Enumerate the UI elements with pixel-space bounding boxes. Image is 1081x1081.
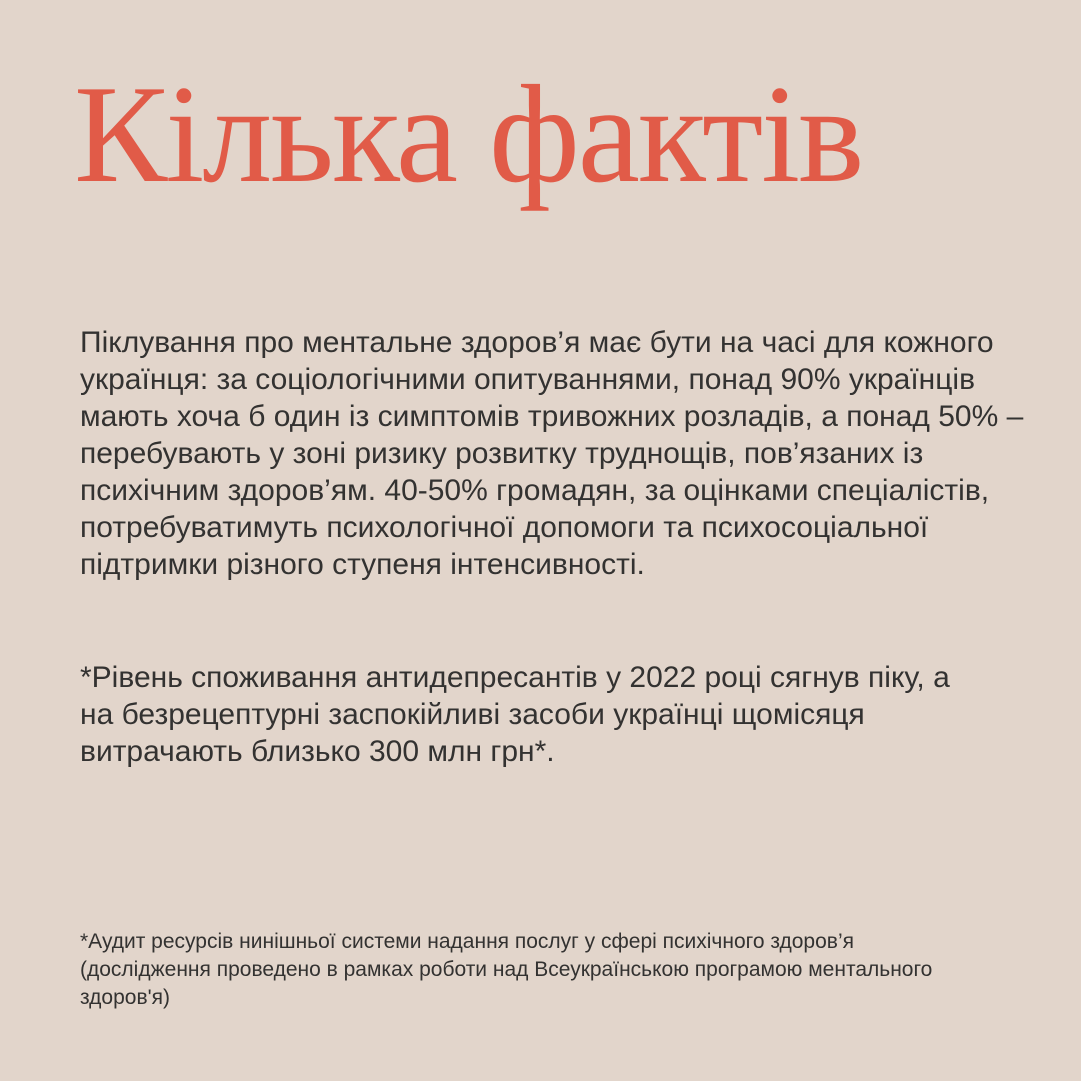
- page-title: Кілька фактів: [74, 57, 863, 212]
- statistics-paragraph: *Рівень споживання антидепресантів у 2022 році сягнув піку, а на безрецептурні заспокійливі засоби українці щомісяця витрачають близько 300 млн грн*.: [80, 661, 950, 768]
- main-paragraph: Піклування про ментальне здоров’я має бути на часі для кожного українця: за соціологічними опитуваннями, понад 90% українців мають хоча б один із симптомів тривожних розладів, а понад 50% – перебувають у зоні ризику розвитку труднощів, пов’язаних із психічним здоров’ям. 40-50% громадян, за оцінками спеціалістів, потребуватимуть психологічної допомоги та психосоціальної підтримки різного ступеня інтенсивності.: [80, 326, 1024, 581]
- source-footnote: *Аудит ресурсів нинішньої системи надання послуг у сфері психічного здоров’я (дослідження проведено в рамках роботи над Всеукраїнською програмою ментального здоров'я): [80, 930, 933, 1009]
